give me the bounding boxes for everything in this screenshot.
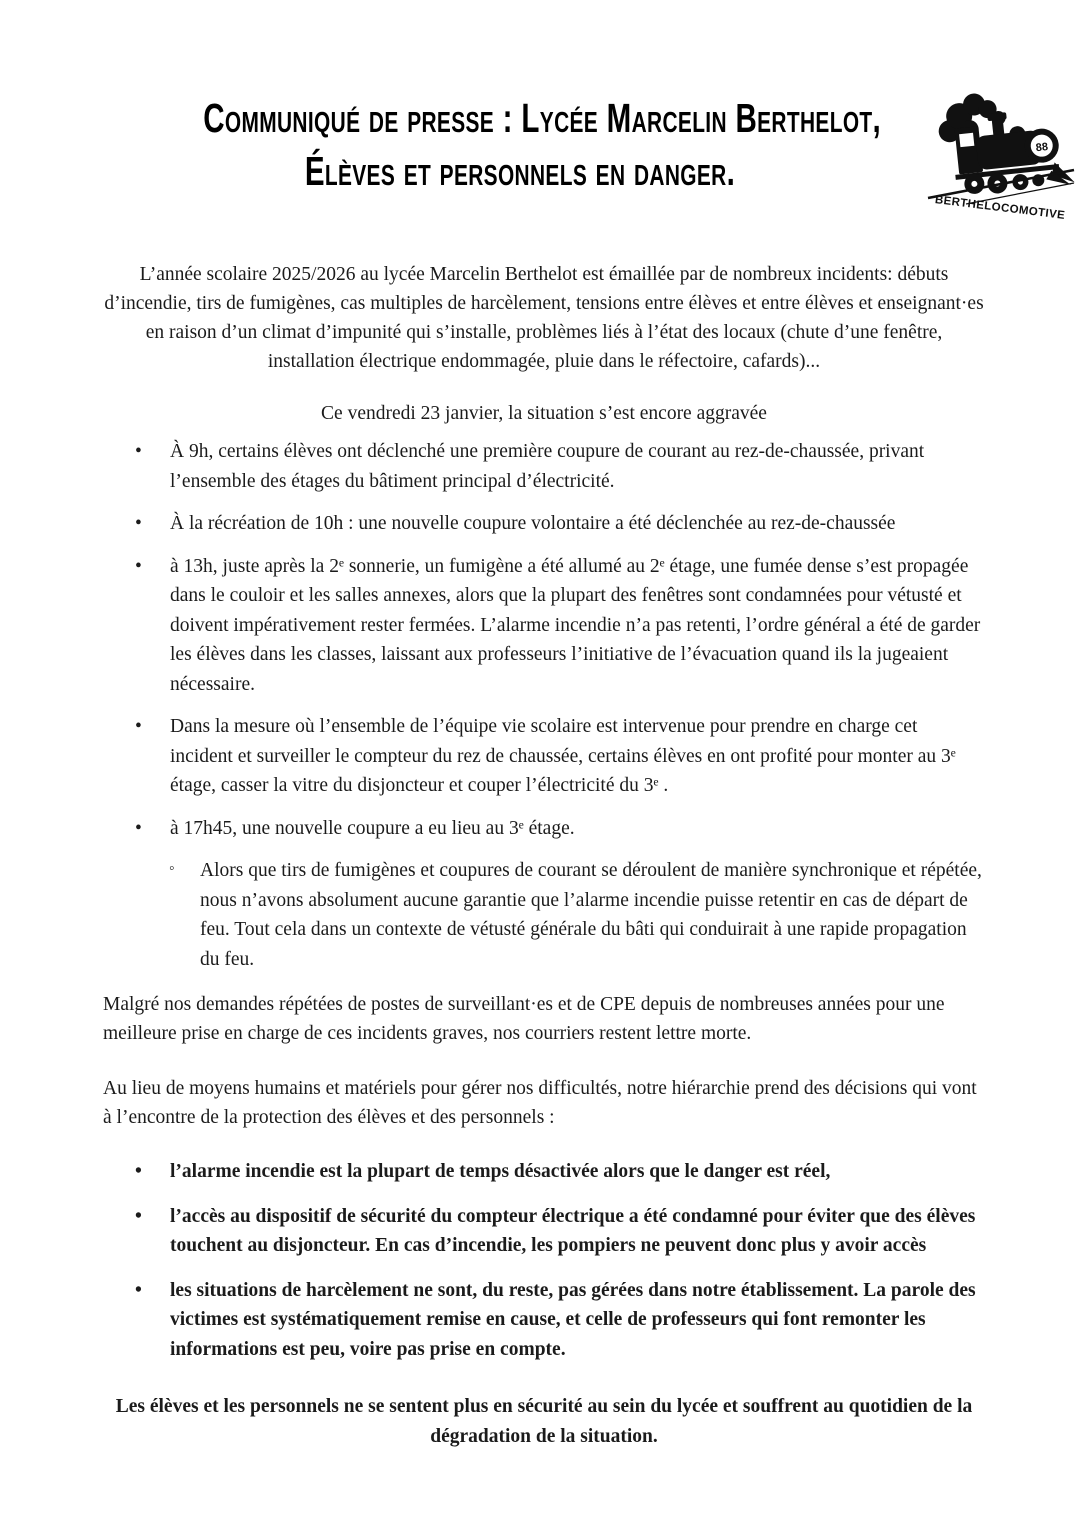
incident-subitem-alarme [103,856,985,974]
title-line-2: Élèves et personnels en danger. [304,148,736,194]
incident-item-10h [103,509,985,539]
incident-subtext: Alors que tirs de fumigènes et coupures de courant se déroulent de manière synchronique et répétée, nous n’avons absolument aucune garantie que l’alarme incendie puisse retentir en cas de départ de feu. Tout cela dans un contexte de vétusté générale du bâti qui conduirait à une rapide propagation du feu. [200,860,982,970]
sub-bullet-icon: ◦ [169,860,175,877]
incident-text: à 13h, juste après la 2ᵉ sonnerie, un fumigène a été allumé au 2ᵉ étage, une fumée dense s’est propagée dans le couloir et les salles annexes, alors que la plupart des fenêtres sont condamnées pour vétusté et doivent impérativement rester fermées. L’alarme incendie n’a pas retenti, l’ordre général a été de garder les élèves dans les classes, laissant aux professeurs l’initiative de l’évacuation quand ils la jugeaient nécessaire. [170,555,981,695]
page-title [80,92,960,198]
grievance-text: les situations de harcèlement ne sont, du reste, pas gérées dans notre établissement. La parole des victimes est systématiquement remise en cause, et celle de professeurs qui font remonter les informations est peu, voire pas prise en compte. [170,1279,976,1360]
grievance-text: l’accès au dispositif de sécurité du compteur électrique a été condamné pour éviter que des élèves touchent au disjoncteur. En cas d’incendie, les pompiers ne peuvent donc plus y avoir accès [170,1205,976,1256]
logo-wordmark: BERTHELOCOMOTIVE [934,194,1066,222]
bullet-icon: • [135,555,142,577]
incident-list [103,437,985,843]
bullet-icon: • [135,441,142,462]
incident-item-9h [103,437,985,496]
incident-item-vie-scolaire [103,712,985,801]
paragraph-demands: Malgré nos demandes répétées de postes de surveillant·es et de CPE depuis de nombreuses années pour une meilleure prise en charge de ces incidents graves, nos courriers restent lettre morte. [103,994,945,1044]
title-line-1: Communiqué de presse : Lycée Marcelin Berthelot, [203,95,882,141]
berthelocomotive-logo [926,80,1076,225]
conclusion: Les élèves et les personnels ne se sentent plus en sécurité au sein du lycée et souffrent au quotidien de la dégradation de la situation. [115,1396,973,1447]
bullet-icon: • [135,716,142,737]
incident-text: à 17h45, une nouvelle coupure a eu lieu au 3ᵉ étage. [170,817,575,839]
bullet-icon: • [135,1205,142,1227]
header [0,0,1080,248]
locomotive-icon [926,80,1076,225]
bullet-icon: • [135,1279,142,1301]
incident-item-13h [103,552,985,700]
document-body [103,260,985,1452]
paragraph-hierarchy: Au lieu de moyens humains et matériels pour gérer nos difficultés, notre hiérarchie prend des décisions qui vont à l’encontre de la protection des élèves et des personnels : [103,1078,977,1128]
incident-item-17h45 [103,814,985,844]
locomotive-plate-number: 88 [1035,141,1049,155]
grievance-list [103,1157,985,1364]
grievance-item-compteur [103,1202,985,1261]
bullet-icon: • [135,817,142,839]
grievance-item-harcelement [103,1276,985,1365]
grievance-text: l’alarme incendie est la plupart de temps désactivée alors que le danger est réel, [170,1161,831,1182]
grievance-item-alarme [103,1157,985,1187]
incident-text: À la récréation de 10h : une nouvelle coupure volontaire a été déclenchée au rez-de-chaussée [170,513,896,534]
bullet-icon: • [135,513,142,534]
bullet-icon: • [135,1161,142,1182]
incident-text: À 9h, certains élèves ont déclenché une première coupure de courant au rez-de-chaussée, privant l’ensemble des étages du bâtiment principal d’électricité. [170,441,925,492]
incident-text: Dans la mesure où l’ensemble de l’équipe vie scolaire est intervenue pour prendre en charge cet incident et surveiller le compteur du rez de chaussée, certains élèves en ont profité pour monter au 3ᵉ étage, casser la vitre du disjoncteur et couper l’électricité du 3ᵉ . [170,716,956,796]
intro-paragraph: L’année scolaire 2025/2026 au lycée Marcelin Berthelot est émaillée par de nombreux incidents: débuts d’incendie, tirs de fumigènes, cas multiples de harcèlement, tensions entre élèves et entre élèves et enseignant·es en raison d’un climat d’impunité qui s’installe, problèmes liés à l’état des locaux (chute d’une fenêtre, installation électrique endommagée, pluie dans le réfectoire, cafards)... [104,264,984,372]
incident-sublist [103,856,985,974]
subheading: Ce vendredi 23 janvier, la situation s’est encore aggravée [321,403,767,424]
